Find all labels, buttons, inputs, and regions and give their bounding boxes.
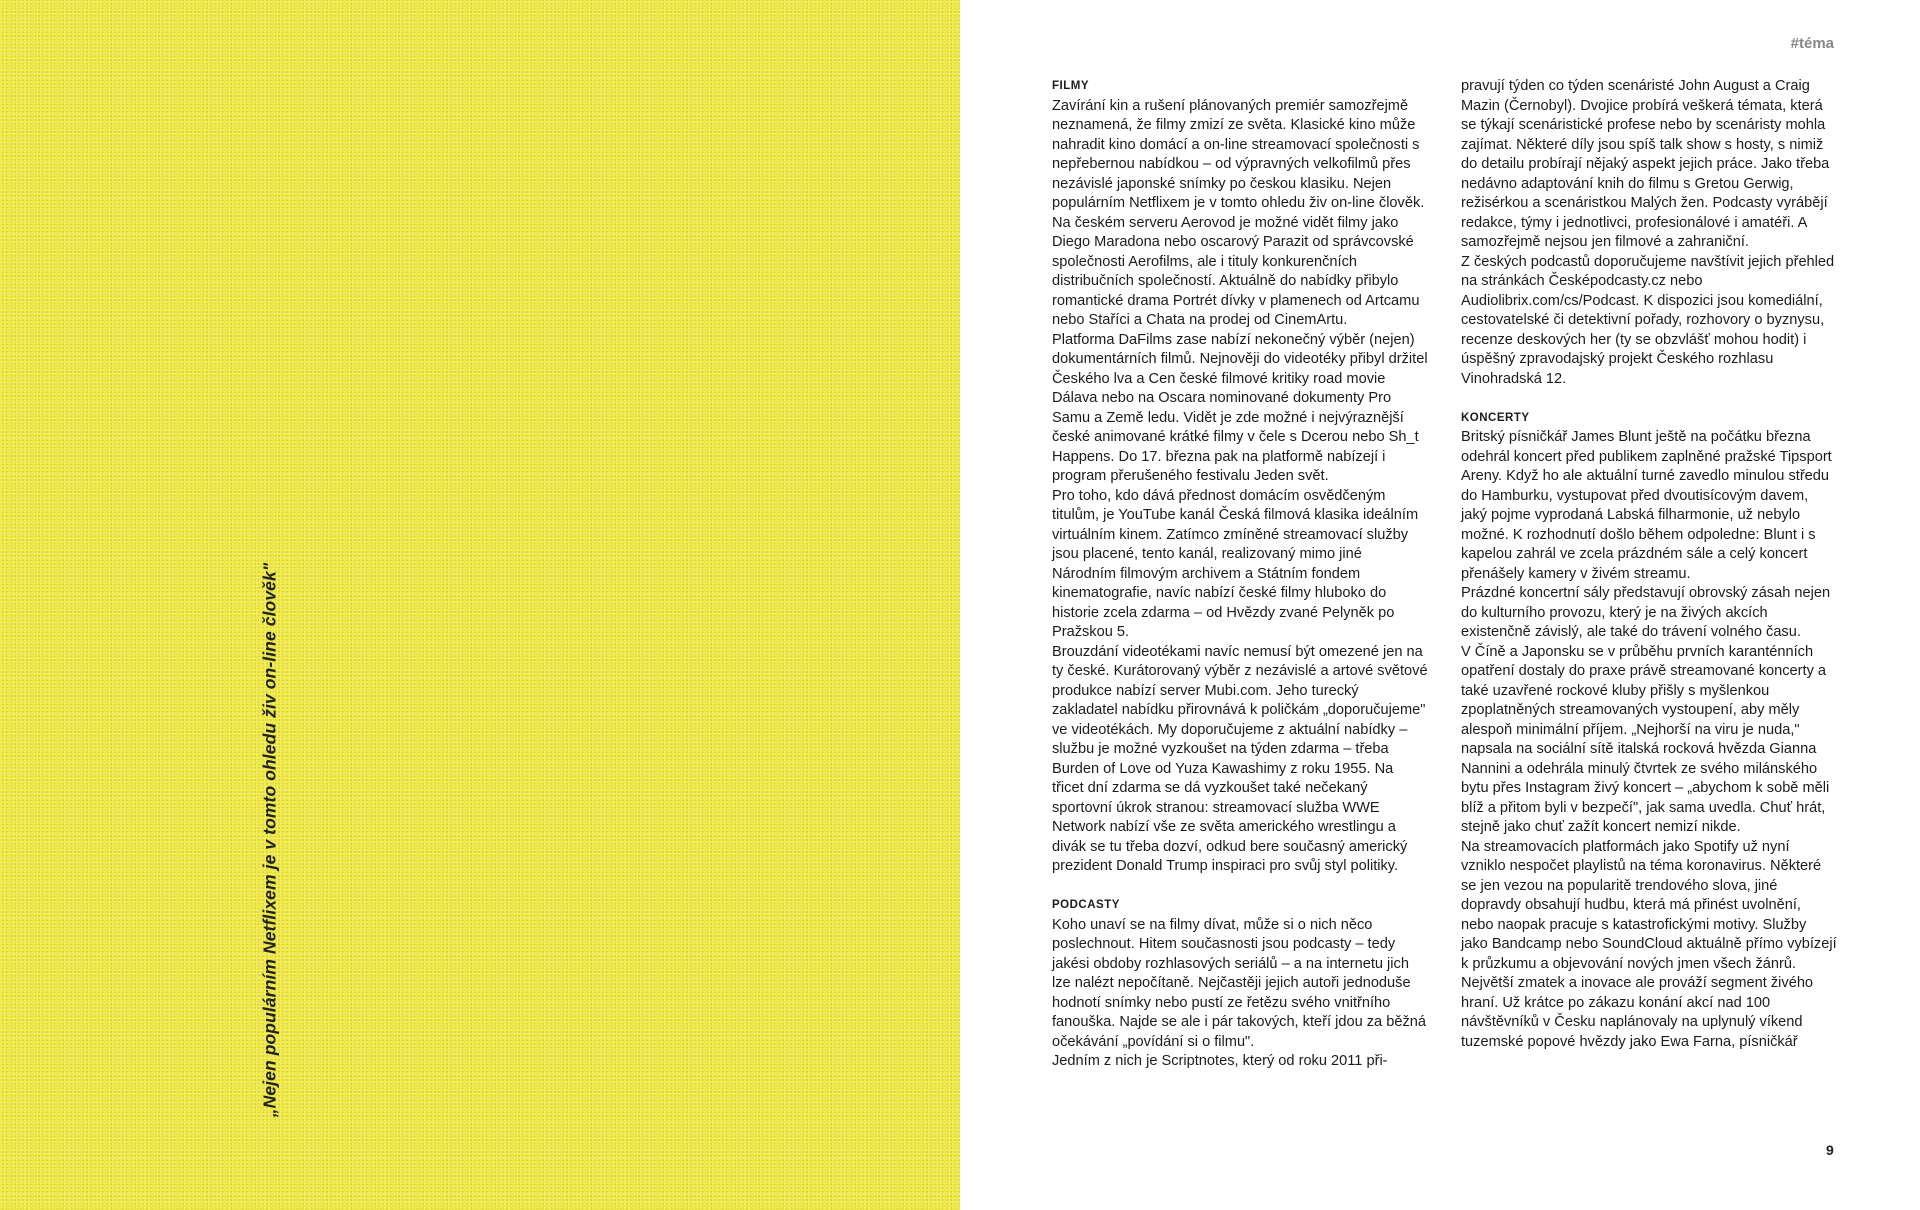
- section-heading: PODCASTY: [1052, 899, 1120, 911]
- paragraph: Pro toho, kdo dává přednost domácím osvědčeným titulům, je YouTube kanál Česká filmová klasika ideálním virtuálním kinem. Zatímco zmíněné streamovací služby jsou placené, tento kanál, realizovaný mimo jiné Národním filmovým archivem a Státním fondem kinematografie, navíc nabízí české filmy hluboko do historie zcela zdarma – od Hvězdy zvané Pelyněk po Pražskou 5.: [1052, 487, 1419, 640]
- page-number: 9: [1826, 1142, 1834, 1158]
- paragraph: Prázdné koncertní sály představují obrovský zásah nejen do kulturního provozu, který je na živých akcích existenčně závislý, ale také do trávení volného času.: [1461, 585, 1831, 640]
- section-tag: #téma: [1790, 35, 1834, 52]
- paragraph: pravují týden co týden scenáristé John August a Craig Mazin (Černobyl). Dvojice probírá veškerá témata, která se týkají scenáristické profese nebo by scenáristy mohla zajímat. Některé díly jsou spíš talk show s hosty, s nimiž do detailu probírají nějaký aspekt jejich práce. Jako třeba nedávno adaptování knih do filmu s Gretou Gerwig, režisérkou a scenáristkou Malých žen. Podcasty vyrábějí redakce, týmy i jednotlivci, profesionálové i amatéři. A samozřejmě nejsou jen filmové a zahraniční.: [1461, 78, 1830, 250]
- paragraph: Britský písničkář James Blunt ještě na počátku března odehrál koncert před publikem zaplněné pražské Tipsport Areny. Když ho ale aktuální turné zavedlo minulou středu do Hamburku, vystupovat před dvoutisícovým davem, jaký pojme vyprodaná Labská filharmonie, už nebylo možné. K rozhodnutí došlo během odpoledne: Blunt i s kapelou zahrál ve zcela prázdném sále a celý koncert přenášely kamery v živém streamu.: [1461, 429, 1832, 582]
- paragraph: V Číně a Japonsku se v průběhu prvních karanténních opatření dostaly do praxe právě streamované koncerty a také uzavřené rockové kluby přišly s myšlenkou zpoplatněných streamovaných vystoupení, aby měly alespoň minimální příjem. „Nejhorší na viru je nuda," napsala na sociální sítě italská rocková hvězda Gianna Nannini a odehrála minulý čtvrtek ze svého milánského bytu přes Instagram živý koncert – „abychom k sobě měli blíž a přitom byli v bezpečí", jak sama uvedla. Chuť hrát, stejně jako chuť zažít koncert nemizí nikde.: [1461, 643, 1830, 835]
- section-heading: KONCERTY: [1461, 411, 1530, 424]
- text-column-1: [1052, 77, 1428, 1072]
- section-heading: FILMY: [1052, 80, 1089, 92]
- section-gap: [1052, 877, 1428, 897]
- paragraph: Jedním z nich je Scriptnotes, který od roku 2011 při-: [1052, 1053, 1388, 1069]
- paragraph: Na streamovacích platformách jako Spotify už nyní vzniklo nespočet playlistů na téma koronavirus. Některé se jen vezou na popularitě trendového slova, jiné dopravdy obsahují hudbu, která má přinést uvolnění, nebo naopak pracuje s katastrofickými motivy. Služby jako Bandcamp nebo SoundCloud aktuálně přímo vybízejí k průzkumu a objevování nových jmen všech žánrů.: [1461, 838, 1837, 972]
- section-gap: [1461, 389, 1837, 409]
- text-column-2: [1461, 77, 1837, 1052]
- paragraph: Zavírání kin a rušení plánovaných premiér samozřejmě neznamená, že filmy zmizí ze světa. Klasické kino může nahradit kino domácí a on-line streamovací společnosti s nepřebernou nabídkou – od výpravných velkofilmů přes nezávislé japonské snímky po českou klasiku. Nejen populárním Netflixem je v tomto ohledu živ on-line člověk. Na českém serveru Aerovod je možné vidět filmy jako Diego Maradona nebo oscarový Parazit od správcovské společnosti Aerofilms, ale i tituly konkurenčních distribučních společností. Aktuálně do nabídky přibylo romantické drama Portrét dívky v plamenech od Artcamu nebo Staříci a Chata na prodej od CinemArtu.: [1052, 97, 1425, 328]
- paragraph: Z českých podcastů doporučujeme navštívit jejich přehled na stránkách Česképodcasty.cz nebo Audiolibrix.com/cs/Podcast. K dispozici jsou komediální, cestovatelské či detektivní pořady, rozhovory o byznysu, recenze deskových her (ty se obzvlášť mohou hodit) i úspěšný zpravodajský projekt Českého rozhlasu Vinohradská 12.: [1461, 253, 1835, 387]
- paragraph: Brouzdání videotékami navíc nemusí být omezené jen na ty české. Kurátorovaný výběr z nezávislé a artové světové produkce nabízí server Mubi.com. Jeho turecký zakladatel nabídku přirovnává k poličkám „doporučujeme" ve videotékách. My doporučujeme z aktuální nabídky – službu je možné vyzkoušet na týden zdarma – třeba Burden of Love od Yuza Kawashimy z roku 1955. Na třicet dní zdarma se dá vyzkoušet také nečekaný sportovní úkrok stranou: streamovací služba WWE Network nabízí vše ze světa amerického wrestlingu a divák se tu třeba dozví, odkud bere současný americký prezident Donald Trump inspiraci pro svůj styl politiky.: [1052, 643, 1428, 874]
- paragraph: Koho unaví se na filmy dívat, může si o nich něco poslechnout. Hitem současnosti jsou podcasty – tedy jakési obdoby rozhlasových seriálů – a na internetu jich lze nalézt nepočítaně. Nejčastěji jejich autoři jednoduše hodnotí snímky nebo pustí ze řetězu svého vnitřního fanouška. Najde se ale i pár takových, kteří jdou za běžná očekávání „povídání si o filmu".: [1052, 916, 1426, 1050]
- paragraph: Platforma DaFilms zase nabízí nekonečný výběr (nejen) dokumentárních filmů. Nejnověji do videotéky přibyl držitel Českého lva a Cen české filmové kritiky road movie Dálava nebo na Oscara nominované dokumenty Pro Samu a Země ledu. Vidět je zde možné i nejvýraznější české animované krátké filmy v čele s Dcerou nebo Sh_t Happens. Do 17. března pak na platformě nabízejí i program přerušeného festivalu Jeden svět.: [1052, 331, 1428, 484]
- paragraph: Největší zmatek a inovace ale prováží segment živého hraní. Už krátce po zákazu konání akcí nad 100 návštěvníků v Česku naplánovaly na uplynulý víkend tuzemské popové hvězdy jako Ewa Farna, písničkář: [1461, 975, 1814, 1050]
- pull-quote: „Nejen populárním Netflixem je v tomto ohledu živ on-line člověk": [259, 562, 280, 1118]
